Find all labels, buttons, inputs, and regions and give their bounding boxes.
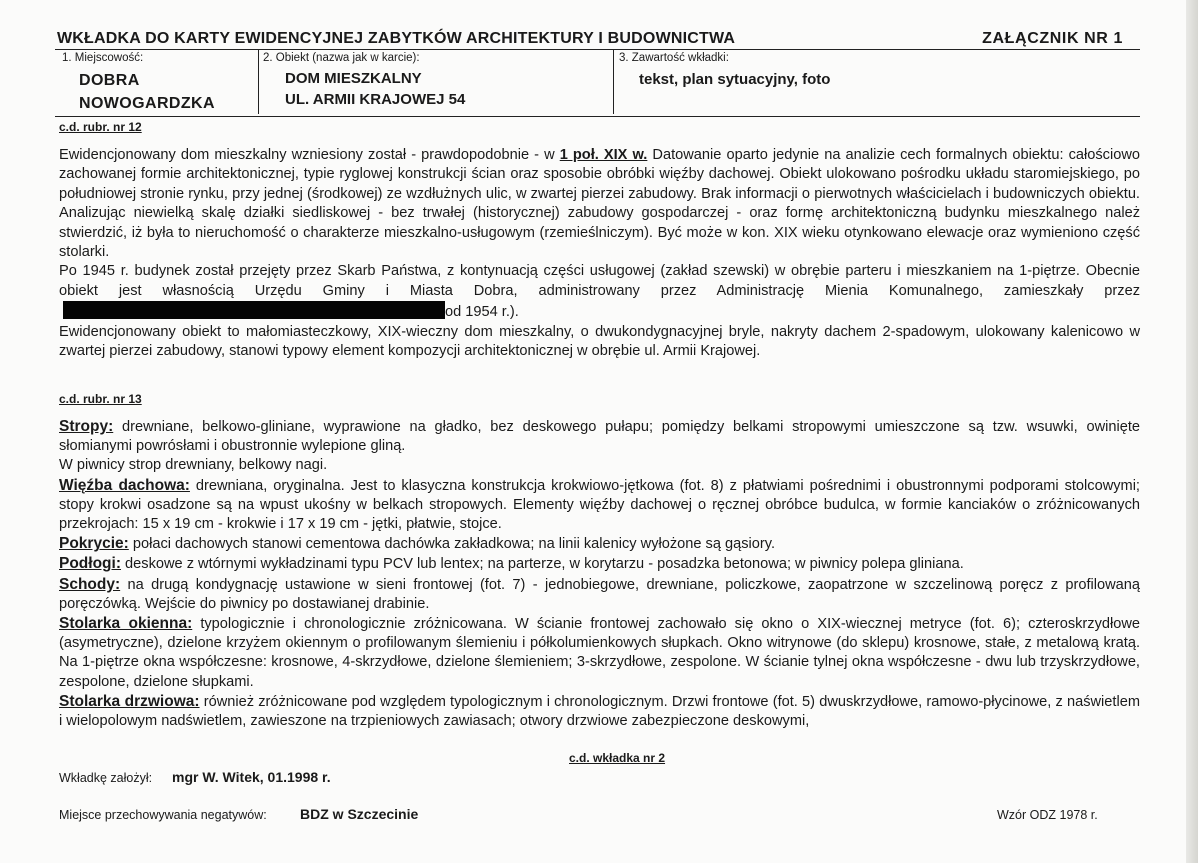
item-windows — [59, 614, 1140, 692]
item-text: W piwnicy strop drewniany, belkowy nagi. — [59, 457, 328, 474]
item-text: na drugą kondygnację ustawione w sieni frontowej (fot. 7) - jednobiegowe, drewniane, policzkowe, zaopatrzone w szczelinową poręcz z profilowaną poręczówką. Wejście do piwnicy po dostawianej drabinie. — [59, 576, 1140, 612]
item-cellar-ceiling — [59, 456, 1140, 475]
cell-divider-1 — [258, 50, 259, 114]
section-12-text — [59, 146, 1140, 361]
paragraph-ownership-end: od 1954 r.). — [445, 304, 519, 321]
place-value-line2: NOWOGARDZKA — [79, 95, 215, 112]
redaction-bar — [63, 301, 445, 319]
top-rule — [55, 49, 1140, 50]
annex-label: ZAŁĄCZNIK NR 1 — [982, 30, 1123, 47]
continuation-note: c.d. wkładka nr 2 — [569, 751, 666, 765]
item-text: połaci dachowych stanowi cementowa dachówka zakładkowa; na linii kalenicy wyłożone są gąsiory. — [128, 536, 776, 553]
item-text: typologicznie i chronologicznie zróżnicowana. W ścianie frontowej zachowało się okno o XIX-wiecznej metryce (fot. 6); czteroskrzydłowe (asymetryczne), dzielone krzyżem okiennym o profilowanym ślemieniu i półkolumienkowych słupkach. Okno witrynowe (do sklepu) krosnowe, stałe, z metalową kratą. Na 1-piętrze okna współczesne: krosnowe, 4-skrzydłowe, dzielone ślemieniem; 3-skrzydłowe, zespolone. W ścianie tylnej okna współczesne - dwu lub trzyskrzydłowe, zespolone, dzielone słupkami. — [59, 616, 1140, 690]
item-term: Stropy: — [59, 418, 114, 435]
page-edge — [1186, 0, 1198, 863]
item-term: Więźba dachowa: — [59, 476, 190, 494]
paragraph-dating-body: Datowanie oparto jedynie na analizie cech formalnych obiektu: całościowo zachowanej formie architektonicznej, typie ryglowej konstrukcji ścian oraz sposobie obróbki więźby dachowej. Obiekt ulokowano pośrodku układu staromiejskiego, po południowej stronie rynku, przy jednej (środkowej) ze wzdłużnych ulic, w zwartej pierzei zabudowy. Brak informacji o pierwotnych właścicielach i budowniczych obiektu. Analizując niewielką skalę działki siedliskowej - bez trwałej (historycznej) zabudowy gospodarczej - oraz formę architektoniczną budynku mieszkalnego należ stwierdzić, iż była to nieruchomość o charakterze mieszkalno-usługowym (rzemieślniczym). Być może w kon. XIX wieku otynkowano elewacje oraz wymieniono część stolarki. — [59, 147, 1140, 261]
header-bottom-rule — [55, 116, 1140, 117]
paragraph-dating-intro: Ewidencjonowany dom mieszkalny wzniesiony został - prawdopodobnie - w — [59, 147, 560, 163]
section-13-text — [59, 417, 1140, 731]
cell-divider-2 — [613, 50, 614, 114]
paragraph-ownership — [59, 262, 1140, 322]
paragraph-summary: Ewidencjonowany obiekt to małomiasteczkowy, XIX-wieczny dom mieszkalny, o dwukondygnacyjnej bryle, nakryty dachem 2-spadowym, ulokowany kalenicowo w zwartej pierzei zabudowy, stanowi typowy element kompozycji architektonicznej w obrębie ul. Armii Krajowej. — [59, 323, 1140, 360]
storage-label: Miejsce przechowywania negatywów: — [59, 808, 267, 822]
item-term: Pokrycie: — [59, 535, 129, 553]
item-text: również zróżnicowane pod względem typologicznym i chronologicznym. Drzwi frontowe (fot. 5) dwuskrzydłowe, ramowo-płycinowe, z naświetlem i wielopolowym nadświetlem, zawieszone na trzpieniowych zawiasach; otwory drzwiowe zabezpieczone deskowymi, — [59, 693, 1140, 730]
form-code: Wzór ODZ 1978 r. — [997, 808, 1098, 822]
paragraph-ownership-body: Po 1945 r. budynek został przejęty przez Skarb Państwa, z kontynuacją części usługowej (zakład szewski) w obrębie parteru i mieszkaniem na 1-piętrze. Obecnie obiekt jest własnością Urzędu Gminy i Miasta Dobra, administrowany przez Administrację Mienia Komunalnego, zamieszkały przez — [59, 263, 1140, 299]
author-value: mgr W. Witek, 01.1998 r. — [172, 769, 331, 785]
dating-highlight: 1 poł. XIX w. — [559, 147, 648, 163]
object-value-line1: DOM MIESZKALNY — [285, 70, 422, 87]
item-roofing — [59, 534, 1140, 554]
contents-value: tekst, plan sytuacyjny, foto — [639, 71, 831, 88]
section-13-heading: c.d. rubr. nr 13 — [59, 392, 142, 406]
item-text: drewniana, oryginalna. Jest to klasyczna konstrukcja krokwiowo-jętkowa (fot. 8) z płatwiami pośrednimi i obustronnymi podporami stolcowymi; stopy krokwi osadzone są na wpust ukośny w belkach stropowych. Elementy więźby dachowej o ręcznej obróbce budulca, w formie kanciaków o zróżnicowanych przekrojach: 15 x 19 cm - krokwie i 17 x 19 cm - jętki, płatwie, stojce. — [59, 477, 1140, 533]
document-title: WKŁADKA DO KARTY EWIDENCYJNEJ ZABYTKÓW ARCHITEKTURY I BUDOWNICTWA — [57, 30, 736, 47]
item-term: Stolarka drzwiowa: — [59, 692, 200, 710]
item-floors — [59, 554, 1140, 574]
item-ceilings — [59, 417, 1140, 456]
item-doors — [59, 692, 1140, 731]
author-label: Wkładkę założył: — [59, 771, 153, 785]
paragraph-dating — [59, 146, 1140, 262]
item-roof-truss — [59, 476, 1140, 535]
storage-value: BDZ w Szczecinie — [300, 806, 419, 822]
place-label: 1. Miejscowość: — [62, 52, 144, 64]
item-stairs — [59, 575, 1140, 614]
item-text: deskowe z wtórnymi wykładzinami typu PCV lub lentex; na parterze, w korytarzu - posadzka betonowa; w piwnicy polepa gliniana. — [121, 556, 964, 573]
place-value-line1: DOBRA — [79, 72, 140, 89]
item-text: drewniane, belkowo-gliniane, wyprawione na gładko, bez deskowego pułapu; pomiędzy belkami stropowymi umieszczone są tzw. wsuwki, owinięte słomianymi powrósłami i obustronnie wylepione gliną. — [59, 419, 1140, 455]
contents-label: 3. Zawartość wkładki: — [619, 52, 729, 64]
item-term: Schody: — [59, 575, 121, 593]
object-value-line2: UL. ARMII KRAJOWEJ 54 — [285, 91, 466, 108]
item-term: Podłogi: — [59, 555, 121, 573]
item-term: Stolarka okienna: — [59, 615, 193, 633]
object-label: 2. Obiekt (nazwa jak w karcie): — [263, 52, 420, 64]
section-12-heading: c.d. rubr. nr 12 — [59, 120, 142, 134]
